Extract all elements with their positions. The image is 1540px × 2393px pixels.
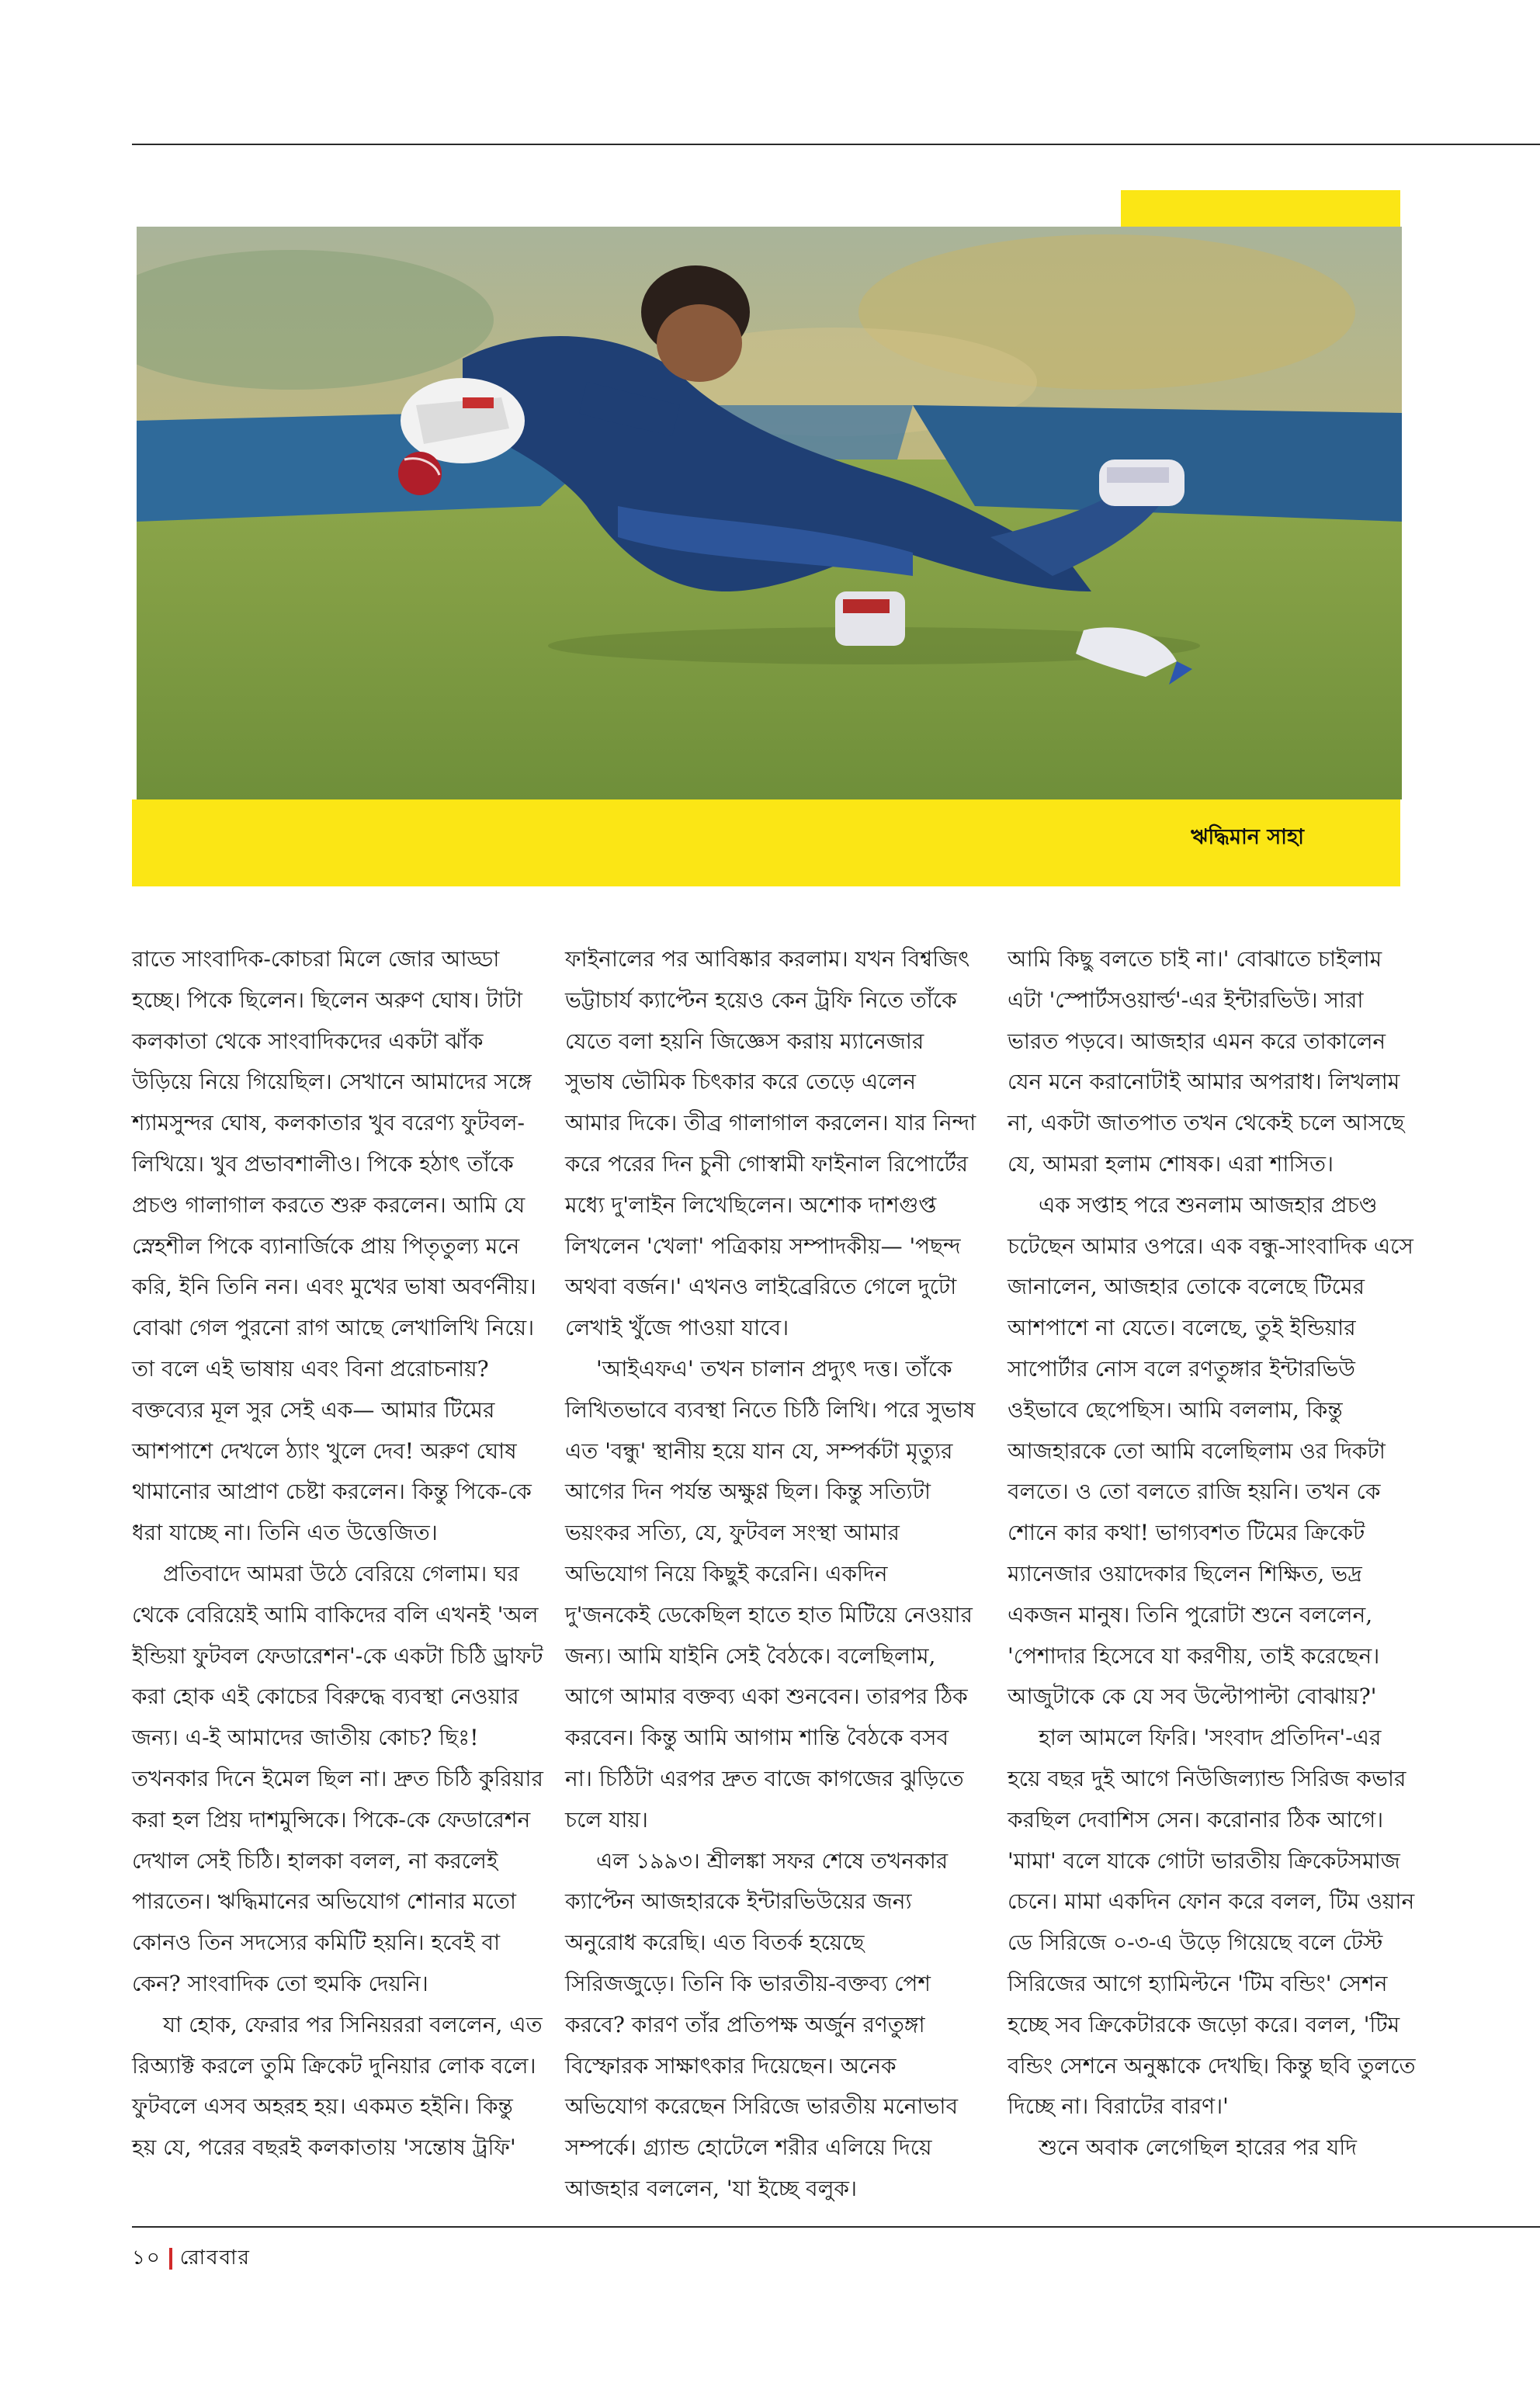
paragraph: এল ১৯৯৩। শ্রীলঙ্কা সফর শেষে তখনকার ক্যাপ্টেন আজহারকে ইন্টারভিউয়ের জন্য অনুরোধ করেছি। এত বিতর্ক হয়েছে সিরিজজুড়ে। তিনি কি ভারতীয়-বক্তব্য পেশ করবে? কারণ তাঁর প্রতিপক্ষ অর্জুন রণতুঙ্গা বিস্ফোরক সাক্ষাৎকার দিয়েছেন। অনেক অভিযোগ করেছেন সিরিজে ভারতীয় মনোভাব সম্পর্কে। গ্র্যান্ড হোটেলে শরীর এলিয়ে দিয়ে আজহার বললেন, 'যা ইচ্ছে বলুক।: [565, 1847, 959, 2201]
article-column-1: [132, 939, 543, 2169]
paragraph: এক সপ্তাহ পরে শুনলাম আজহার প্রচণ্ড চটেছেন আমার ওপরে। এক বন্ধু-সাংবাদিক এসে জানালেন, আজহার তোকে বলেছে টিমের আশপাশে না যেতে। বলেছে, তুই ইন্ডিয়ার সাপোর্টার নোস বলে রণতুঙ্গার ইন্টারভিউ ওইভাবে ছেপেছিস। আমি বললাম, কিন্তু আজহারকে তো আমি বলেছিলাম ওর দিকটা বলতে। ও তো বলতে রাজি হয়নি। তখন কে শোনে কার কথা! ভাগ্যবশত টিমের ক্রিকেট ম্যানেজার ওয়াদেকার ছিলেন শিক্ষিত, ভদ্র একজন মানুষ। তিনি পুরোটা শুনে বললেন, 'পেশাদার হিসেবে যা করণীয়, তাই করেছেন। আজুটাকে কে যে সব উল্টোপাল্টা বোঝায়?': [1008, 1191, 1413, 1710]
paragraph: হাল আমলে ফিরি। 'সংবাদ প্রতিদিন'-এর হয়ে বছর দুই আগে নিউজিল্যান্ড সিরিজ কভার করছিল দেবাশিস সেন। করোনার ঠিক আগে। 'মামা' বলে যাকে গোটা ভারতীয় ক্রিকেটসমাজ চেনে। মামা একদিন ফোন করে বলল, টিম ওয়ান ডে সিরিজে ০-৩-এ উড়ে গিয়েছে বলে টেস্ট সিরিজের আগে হ্যামিল্টনে 'টিম বন্ডিং' সেশন হচ্ছে সব ক্রিকেটারকে জড়ো করে। বলল, 'টিম বন্ডিং সেশনে অনুষ্কাকে দেখছি। কিন্তু ছবি তুলতে দিচ্ছে না। বিরাটের বারণ।': [1008, 1725, 1416, 2120]
paragraph: আমি কিছু বলতে চাই না।' বোঝাতে চাইলাম এটা 'স্পোর্টসওয়ার্ল্ড'-এর ইন্টারভিউ। সারা ভারত পড়বে। আজহার এমন করে তাকালেন যেন মনে করানোটাই আমার অপরাধ। লিখলাম না, একটা জাতপাত তখন থেকেই চলে আসছে যে, আমরা হলাম শোষক। এরা শাসিত।: [1008, 946, 1405, 1177]
paragraph: 'আইএফএ' তখন চালান প্রদ্যুৎ দত্ত। তাঁকে লিখিতভাবে ব্যবস্থা নিতে চিঠি লিখি। পরে সুভাষ এত 'বন্ধু' স্থানীয় হয়ে যান যে, সম্পর্কটা মৃত্যুর আগের দিন পর্যন্ত অক্ষুণ্ণ ছিল। কিন্তু সত্যিটা ভয়ংকর সত্যি, যে, ফুটবল সংস্থা আমার অভিযোগ নিয়ে কিছুই করেনি। একদিন দু'জনকেই ডেকেছিল হাতে হাত মিটিয়ে নেওয়ার জন্য। আমি যাইনি সেই বৈঠকে। বলেছিলাম, আগে আমার বক্তব্য একা শুনবেন। তারপর ঠিক করবেন। কিন্তু আমি আগাম শান্তি বৈঠকে বসব না। চিঠিটা এরপর দ্রুত বাজে কাগজের ঝুড়িতে চলে যায়।: [565, 1355, 976, 1833]
photo-caption: ঋদ্ধিমান সাহা: [1191, 825, 1304, 849]
article-column-3: [1008, 939, 1419, 2169]
paragraph: প্রতিবাদে আমরা উঠে বেরিয়ে গেলাম। ঘর থেকে বেরিয়েই আমি বাকিদের বলি এখনই 'অল ইন্ডিয়া ফুটবল ফেডারেশন'-কে একটা চিঠি ড্রাফট করা হোক এই কোচের বিরুদ্ধে ব্যবস্থা নেওয়ার জন্য। এ-ই আমাদের জাতীয় কোচ? ছিঃ! তখনকার দিনে ইমেল ছিল না। দ্রুত চিঠি কুরিয়ার করা হল প্রিয় দাশমুন্সিকে। পিকে-কে ফেডারেশন দেখাল সেই চিঠি। হালকা বলল, না করলেই পারতেন। ঋদ্ধিমানের অভিযোগ শোনার মতো কোনও তিন সদস্যের কমিটি হয়নি। হবেই বা কেন? সাংবাদিক তো হুমকি দেয়নি।: [132, 1560, 543, 1996]
page-number: ১০: [132, 2246, 161, 2270]
footer-separator: [169, 2248, 172, 2270]
page-footer: [132, 2242, 251, 2276]
paragraph: যা হোক, ফেরার পর সিনিয়ররা বললেন, এত রিঅ্যাক্ট করলে তুমি ক্রিকেট দুনিয়ার লোক বলে। ফুটবলে এসব অহরহ হয়। একমত হইনি। কিন্তু হয় যে, পরের বছরই কলকাতায় 'সন্তোষ ট্রফি': [132, 2011, 543, 2161]
paragraph: ফাইনালের পর আবিষ্কার করলাম। যখন বিশ্বজিৎ ভট্টাচার্য ক্যাপ্টেন হয়েও কেন ট্রফি নিতে তাঁকে যেতে বলা হয়নি জিজ্ঞেস করায় ম্যানেজার সুভাষ ভৌমিক চিৎকার করে তেড়ে এলেন আমার দিকে। তীব্র গালাগাল করলেন। যার নিন্দা করে পরের দিন চুনী গোস্বামী ফাইনাল রিপোর্টের মধ্যে দু'লাইন লিখেছিলেন। অশোক দাশগুপ্ত লিখলেন 'খেলা' পত্রিকায় সম্পাদকীয়— 'পছন্দ অথবা বর্জন।' এখনও লাইব্রেরিতে গেলে দুটো লেখাই খুঁজে পাওয়া যাবে।: [565, 946, 976, 1341]
paragraph: রাতে সাংবাদিক-কোচরা মিলে জোর আড্ডা হচ্ছে। পিকে ছিলেন। ছিলেন অরুণ ঘোষ। টাটা কলকাতা থেকে সাংবাদিকদের একটা ঝাঁক উড়িয়ে নিয়ে গিয়েছিল। সেখানে আমাদের সঙ্গে শ্যামসুন্দর ঘোষ, কলকাতার খুব বরেণ্য ফুটবল-লিখিয়ে। খুব প্রভাবশালীও। পিকে হঠাৎ তাঁকে প্রচণ্ড গালাগাল করতে শুরু করলেন। আমি যে স্নেহশীল পিকে ব্যানার্জিকে প্রায় পিতৃতুল্য মনে করি, ইনি তিনি নন। এবং মুখের ভাষা অবর্ণনীয়। বোঝা গেল পুরনো রাগ আছে লেখালিখি নিয়ে। তা বলে এই ভাষায় এবং বিনা প্ররোচনায়? বক্তব্যের মূল সুর সেই এক— আমার টিমের আশপাশে দেখলে ঠ্যাং খুলে দেব! অরুণ ঘোষ থামানোর আপ্রাণ চেষ্টা করলেন। কিন্তু পিকে-কে ধরা যাচ্ছে না। তিনি এত উত্তেজিত।: [132, 946, 536, 1546]
article-column-2: [565, 939, 976, 2210]
magazine-name: রোববার: [179, 2246, 251, 2270]
wicketkeeper-photo: [137, 227, 1402, 799]
top-rule: [132, 144, 1540, 145]
bottom-rule: [132, 2226, 1540, 2228]
paragraph: শুনে অবাক লেগেছিল হারের পর যদি: [1039, 2135, 1357, 2161]
